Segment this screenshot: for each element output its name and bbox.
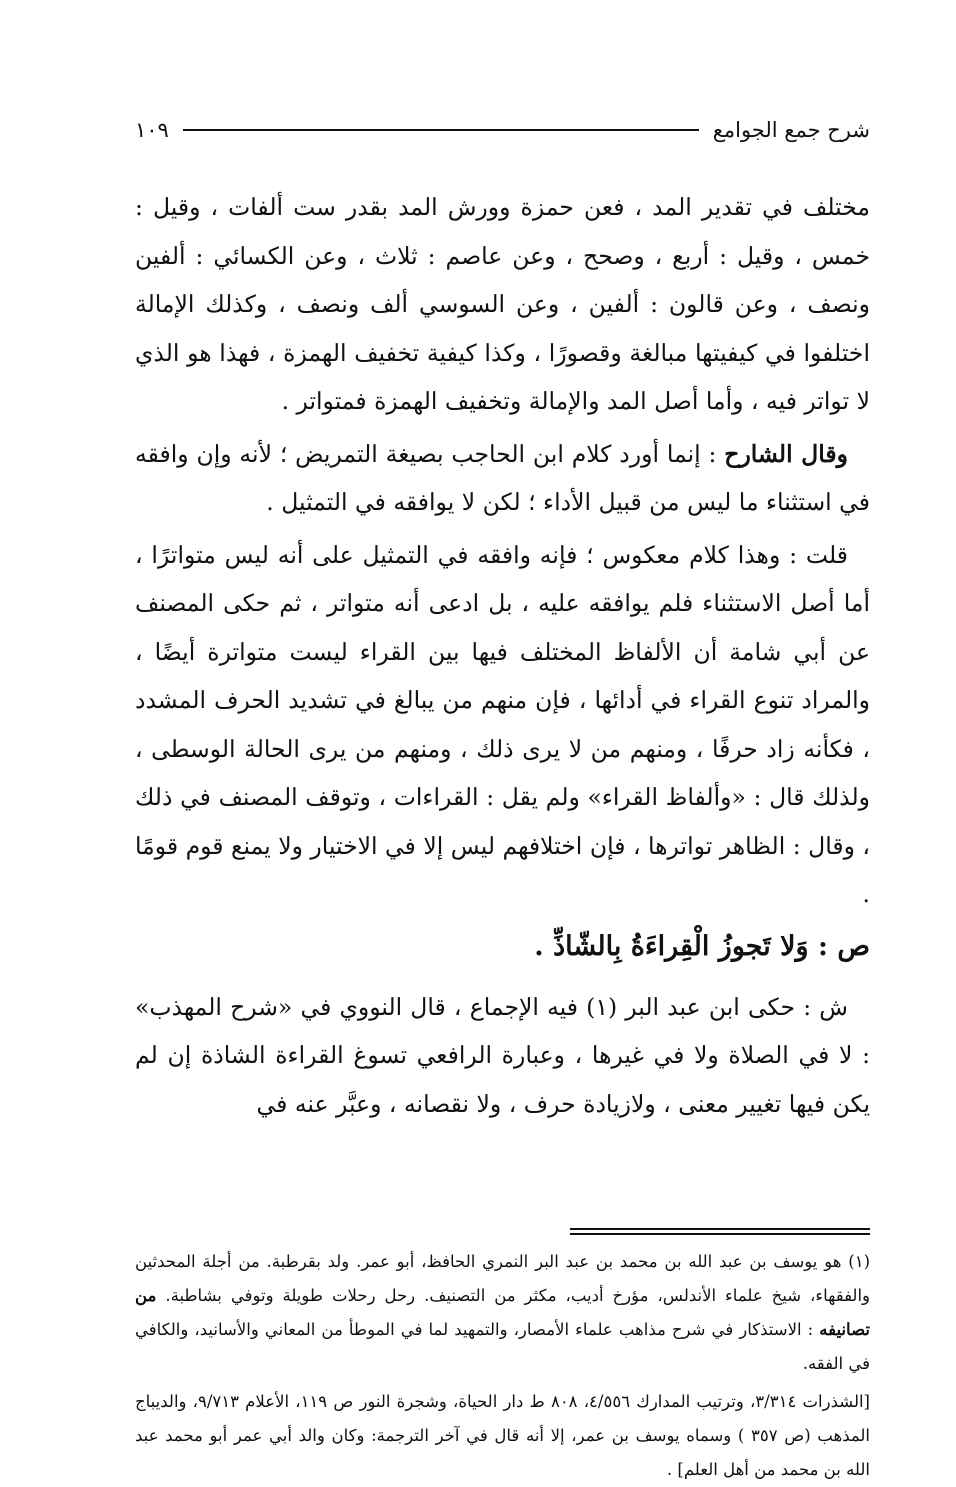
footnote-separator-line xyxy=(570,1233,870,1235)
footnote-1-bold: من تصانيفه xyxy=(135,1286,870,1339)
header-rule xyxy=(183,129,699,131)
running-title: شرح جمع الجوامع xyxy=(712,118,870,142)
paragraph-2 xyxy=(135,430,870,527)
running-header xyxy=(135,110,870,150)
paragraph-1 xyxy=(135,183,870,426)
matn-heading: ص : وَلا تَجوزُ الْقِراءَةُ بِالشّاذِّ . xyxy=(534,930,870,962)
paragraph-2-text: : إنما أورد كلام ابن الحاجب بصيغة التمريض ؛ لأنه وإن وافقه في استثناء ما ليس من قبيل الأداء ؛ لكن لا يوافقه في التمثيل . xyxy=(135,439,870,516)
footnote-separator-line xyxy=(570,1228,870,1230)
footnote-1-text-b: : الاستذكار في شرح مذاهب علماء الأمصار، والتمهيد لما في الموطأ من المعاني والأسانيد، والكافي في الفقه. xyxy=(135,1320,870,1373)
page-number: ١٠٩ xyxy=(135,118,169,142)
footnote-separator xyxy=(570,1228,870,1235)
paragraph-3-text: قلت : وهذا كلام معكوس ؛ فإنه وافقه في التمثيل على أنه ليس متواترًا ، أما أصل الاستثناء فلم يوافقه عليه ، بل ادعى أنه متواتر ، ثم حكى المصنف عن أبي شامة أن الألفاظ المختلف فيها بين القراء ليست متواترة أيضًا ، والمراد تنوع القراء في أدائها ، فإن منهم من يبالغ في تشديد الحرف المشدد ، فكأنه زاد حرفًا ، ومنهم من لا يرى ذلك ، ومنهم من يرى الحالة الوسطى ، ولذلك قال : «وألفاظ القراء» ولم يقل : القراءات ، وتوقف المصنف في ذلك ، وقال : الظاهر تواترها ، فإن اختلافهم ليس إلا في الاختيار ولا يمنع قوم قومًا . xyxy=(135,540,870,908)
paragraph-4-text: ش : حكى ابن عبد البر (١) فيه الإجماع ، قال النووي في «شرح المهذب» : لا في الصلاة ولا في غيرها ، وعبارة الرافعي تسوغ القراءة الشاذة إن لم يكن فيها تغيير معنى ، ولازيادة حرف ، ولا نقصانه ، وعبَّر عنه في xyxy=(135,992,870,1118)
paragraph-3 xyxy=(135,531,870,919)
paragraph-4 xyxy=(135,983,870,1129)
footnote-sources xyxy=(135,1385,870,1487)
book-page xyxy=(135,110,870,1487)
paragraph-1-text: مختلف في تقدير المد ، فعن حمزة وورش المد بقدر ست ألفات ، وقيل : خمس ، وقيل : أربع ، وصحح ، وعن عاصم : ثلاث ، وعن الكسائي : ألفين ونصف ، وعن قالون : ألفين ، وعن السوسي ألف ونصف ، وكذلك الإمالة اختلفوا في كيفيتها مبالغة وقصورًا ، وكذا كيفية تخفيف الهمزة ، فهذا هو الذي لا تواتر فيه ، وأما أصل المد والإمالة وتخفيف الهمزة فمتواتر . xyxy=(135,193,870,415)
footnote-1 xyxy=(135,1245,870,1381)
footnote-sources-text: [الشذرات ٣/٣١٤، وترتيب المدارك ٤/٥٥٦، ٨٠٨ ط دار الحياة، وشجرة النور ص ١١٩، الأعلام ٩/٧١٣، والديباج المذهب (ص ٣٥٧ ) وسماه يوسف بن عمر، إلا أنه قال في آخر الترجمة: وكان والد أبي عمر أبو محمد عبد الله بن محمد من أهل العلم] . xyxy=(135,1392,871,1479)
paragraph-2-lead: وقال الشارح xyxy=(724,439,848,468)
footnote-1-text-a: (١) هو يوسف بن عبد الله بن محمد بن عبد البر النمري الحافظ، أبو عمر. ولد بقرطبة. من أجلة المحدثين والفقهاء، شيخ علماء الأندلس، مؤرخ أديب، مكثر من التصنيف. رحل رحلات طويلة وتوفي بشاطبة. xyxy=(135,1252,870,1305)
